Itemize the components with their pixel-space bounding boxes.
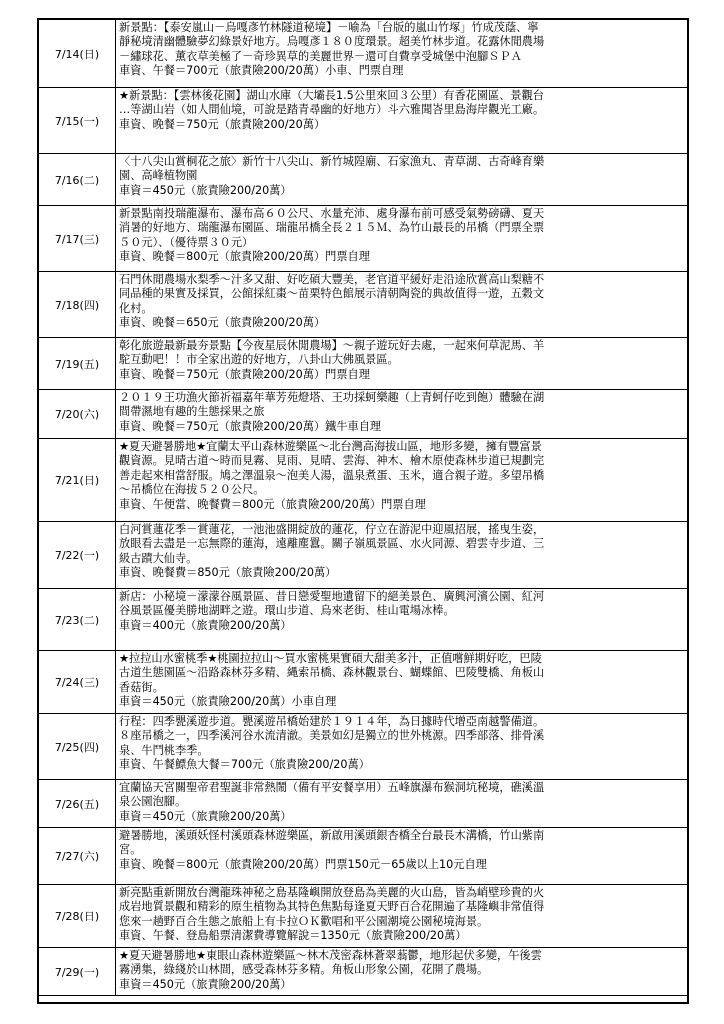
row-content: ★新景點：【雲林後花園】湖山水庫（大壩長1.5公里來回３公里）有香花園區、景觀台 …等湖山岩（如人間仙境，可說是踏青尋幽的好地方）斗六雅聞峇里島海岸觀光工廠。 車資、晚餐＝750元（旅責險200/20萬） [119,89,545,131]
table-row [39,996,687,1004]
row-date: 7/29(一) [39,948,116,995]
row-date: 7/15(一) [39,88,116,153]
row-content: ★夏天避暑勝地★宜蘭太平山森林遊樂區～北台灣高海拔山區，地形多變，擁有豐富景 觀資源。見晴古道～時而見霧、見雨、見晴、雲海、神木、檜木原使森林步道已規劃完 善走起來相當舒服。鳩之澤溫泉～泡美人湯，溫泉煮蛋、玉米，適合親子遊。多望吊橋 ～吊橋位在海拔５２０公尺。 車資、午便當、晚餐費＝800元（旅責險200/20萬）門票自理 [119,440,545,511]
table-row [39,154,687,206]
row-date: 7/25(四) [39,714,116,779]
row-date: 7/26(五) [39,780,116,827]
row-content: 彰化旅遊最新最夯景點【今夜星辰休閒農場】～親子遊玩好去處，一起來何草泥馬、羊 駝互動吧！！市全家出遊的好地方，八卦山大佛風景區。 車資、晚餐＝750元（旅責險200/20萬）門票自理 [119,339,545,381]
row-content: 新亮點重新開放台灣龍珠神秘之島基隆嶼開放登島為美麗的火山島，皆為峭壁珍貴的火 成岩地質景觀和精彩的原生植物為其特色焦點每逢夏天野百合花開遍了基隆嶼非常值得 您來一趟野百合生態之旅船上有卡拉ＯＫ歡唱和平公園潮境公園秘境海景。 車資、午餐、登島船票清潔費導覽解說＝1350元（旅責險200/20萬） [119,886,545,943]
table-row [39,589,687,651]
row-date: 7/18(四) [39,272,116,337]
row-content: ★夏天避暑勝地★東眼山森林遊樂區～林木茂密森林蒼翠蓊鬱，地形起伏多變，午後雲 霧湧集，綠綫於山林間，感受森林芬多精。角板山形象公園，花開了農場。 車資＝450元（旅責險200/20萬） [119,949,542,991]
row-content: 新店：小秘境－濛濛谷風景區、昔日戀愛聖地遺留下的絕美景色、廣興河濱公園、紅河 谷風景區優美勝地湖畔之遊。環山步道、烏來老街、桂山電場冰棒。 車資＝400元（旅責險200/20萬） [119,590,545,632]
table-row [39,439,687,522]
table-row [39,948,687,996]
table-row [39,885,687,948]
row-content: 白河賞蓮花季－賞蓮花，一池池盛開綻放的蓮花，佇立在游泥中迎風招展，搖曳生姿， 放眼看去盡是一忘無際的蓮海，遠離塵囂。關子嶺風景區、水火同源、碧雲寺步道、三 級古蹟大仙寺。 車資、晚餐費＝850元（旅責險200/20萬） [119,523,545,580]
row-content: ２０１９王功漁火節祈福嘉年華芳苑燈塔、王功採蚵樂趣（上青蚵仔吃到飽）體驗在湖 間帶濕地有趣的生態採果之旅 車資、晚餐＝750元（旅責險200/20萬）鐵牛車自理 [119,391,545,433]
row-content: 新景點南投瑞龍瀑布、瀑布高６０公尺、水量充沛、處身瀑布前可感受氣勢磅礴、夏天 消暑的好地方、瑞龍瀑布園區、瑞龍吊橋全長２１５Ｍ、為竹山最長的吊橋（門票全票 ５０元）、（優待票３０元） 車資、晚餐＝800元（旅責險200/20萬）門票自理 [119,207,545,264]
row-content: 行程：四季甖溪遊步道。甖溪遊吊橋始建於１９１４年，為日據時代增亞南越警備道。 ８座吊橋之一，四季溪河谷水流清澈。美景如幻是獨立的世外桃源。四季部落、排骨溪 泉、牛鬥桃李季。 車資、午餐鰾魚大餐＝700元（旅責險200/20萬） [119,715,545,772]
row-date: 7/20(六) [39,390,116,438]
table-row [39,88,687,154]
row-content: 宜蘭協天宮關聖帝君聖誕非常熱鬧（備有平安餐享用）五峰旗瀑布猴洞坑秘境，礁溪溫 泉公園泡腳。 車資＝450元（旅責險200/20萬） [119,781,545,823]
row-date: 7/21(日) [39,439,116,521]
row-content: 〈十八尖山賞桐花之旅〉新竹十八尖山、新竹城隍廟、石家漁丸、青草湖、古奇峰育樂 園、高峰植物園 車資＝450元（旅責險200/20萬） [119,155,545,197]
table-row [39,714,687,780]
table-row [39,390,687,439]
table-row [39,828,687,885]
row-date: 7/14(日) [39,20,116,87]
table-row [39,651,687,714]
row-date: 7/17(三) [39,206,116,271]
table-row [39,20,687,88]
table-row [39,522,687,589]
row-date: 7/27(六) [39,828,116,884]
row-date: 7/19(五) [39,338,116,389]
row-date: 7/22(一) [39,522,116,588]
row-content: 新景點：【泰安嵐山－烏嘎彥竹林隧道秘境】－喻為「台版的嵐山竹塚」竹成茂蔭、寧 靜秘境清幽體驗夢幻綠景好地方。烏嘎彥１８０度環景。超美竹林步道。花露休閒農場 －繡球花、薰衣草美極了－奇珍異草的美麗世界－還可自費享受城堡中泡腳ＳＰＡ 車資、午餐＝700元（旅責險200/20萬）小車、門票自理 [119,21,545,78]
row-content: 石門休閒農場水梨季～汁多又甜、好吃碩大豐美，老官道平緩好走沿途欣賞高山梨糖不 同品種的果實及採買，公館採紅棗～苗栗特色館展示清朝陶瓷的典故值得一遊，五穀文 化村。 車資、晚餐＝650元（旅責險200/20萬） [119,273,545,330]
row-date: 7/28(日) [39,885,116,947]
table-row [39,206,687,272]
row-content: ★拉拉山水蜜桃季★桃園拉拉山～買水蜜桃果實碩大甜美多汁，正值嚐鮮期好吃，巴陵 古道生態園區～沿路森林芬多精、縄索吊橋、森林觀景台、蝴蝶館、巴陵雙橋、角板山 香菇街。 車資＝450元（旅責險200/20萬）小車自理 [119,652,545,709]
table-row [39,338,687,390]
row-content: 避暑勝地，溪頭妖怪村溪頭森林遊樂區，新啟用溪頭銀杏橋全台最長木溝橋，竹山紫南 宮。 車資、晚餐＝800元（旅責險200/20萬）門票150元－65歲以上10元自理 [119,829,545,871]
row-date: 7/16(二) [39,154,116,205]
row-date: 7/24(三) [39,651,116,713]
table-row [39,780,687,828]
row-date: 7/23(二) [39,589,116,650]
table-row [39,272,687,338]
itinerary-table [37,18,689,1004]
